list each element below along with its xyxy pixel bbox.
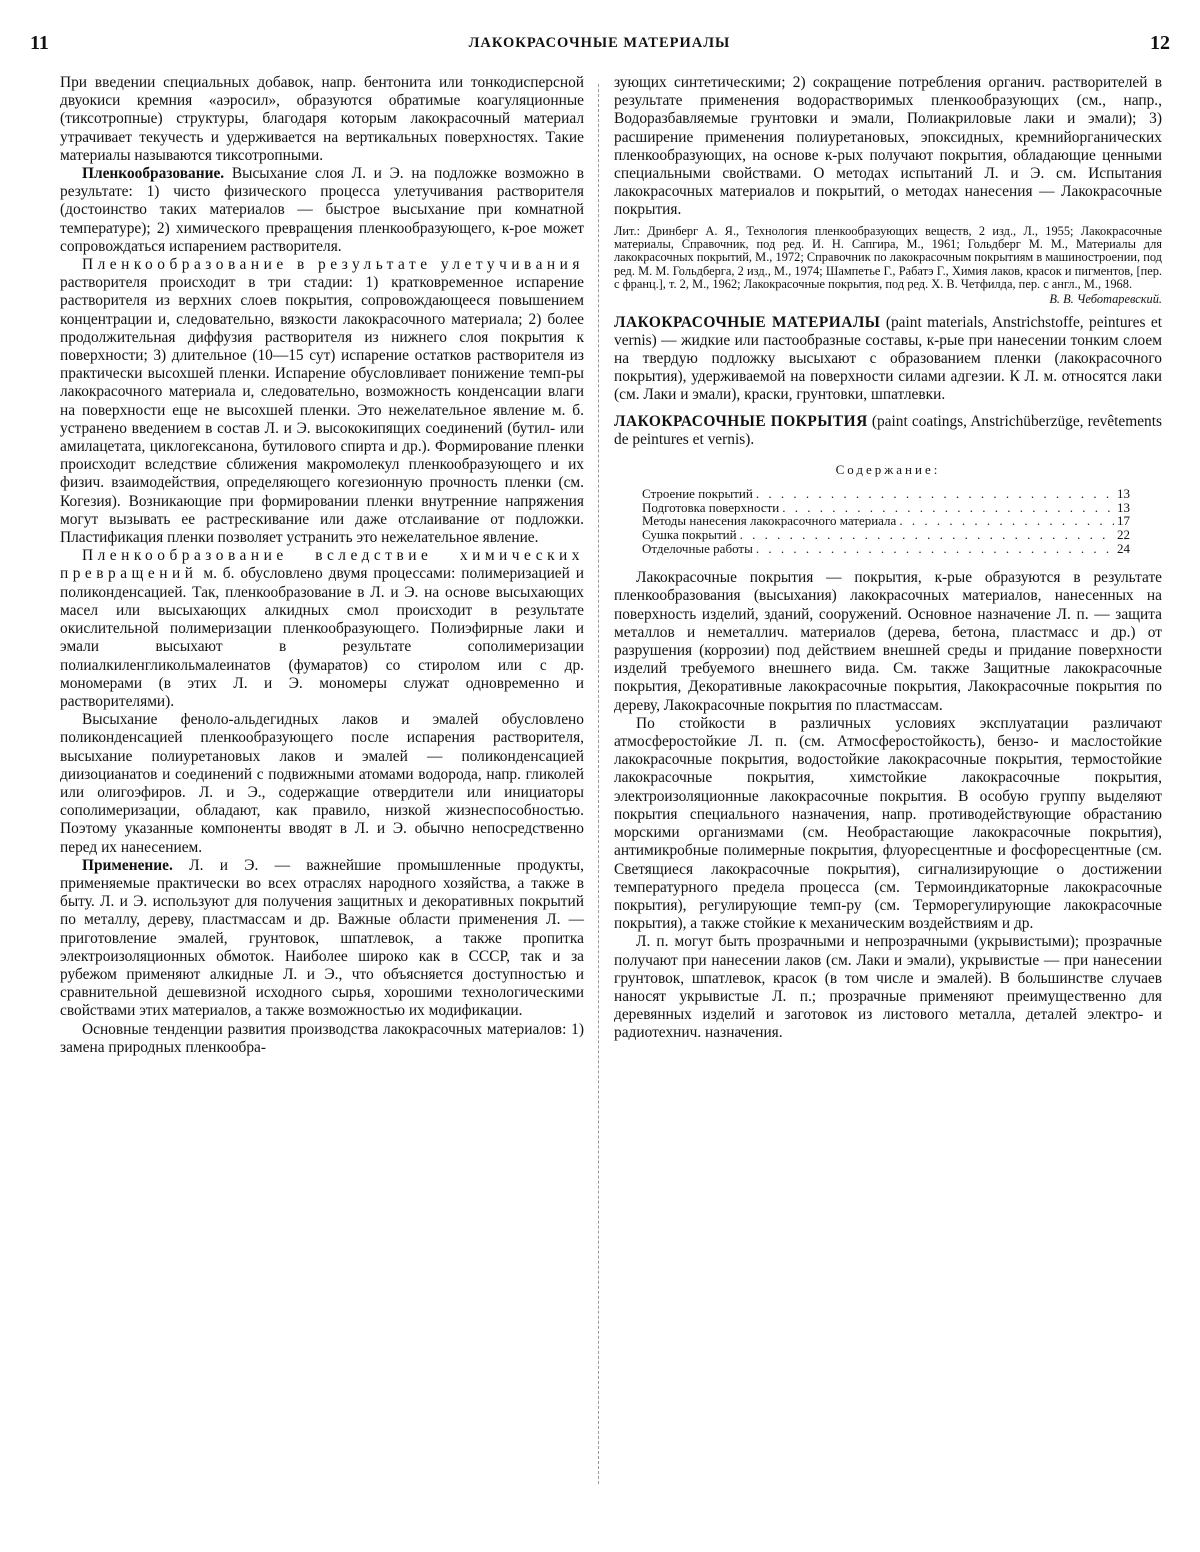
page-number-left: 11: [30, 31, 49, 54]
toc-page: 17: [1117, 513, 1130, 529]
toc-leader: [899, 514, 1114, 528]
literature-references: Лит.: Дринберг А. Я., Технология пленкообразующих веществ, 2 изд., Л., 1955; Лакокрасочные материалы, Справочник, под ред. И. Н. Сапгира, М., 1961; Гольдберг М. М., Материалы для лакокрасочных покрытий, М., 1972; Справочник по лакокрасочным покрытиям в машиностроении, под ред. М. М. Гольдберга, 2 изд., М., 1974; Шампетье Г., Рабатэ Г., Химия лаков, красок и пигментов, [пер. с франц.], т. 2, М., 1962; Лакокрасочные покрытия, под ред. Х. В. Четфилда, пер. с англ., М., 1968.: [614, 223, 1162, 292]
entry-title: ЛАКОКРАСОЧНЫЕ ПОКРЫТИЯ: [614, 412, 868, 430]
page-header: [30, 28, 1170, 58]
toc-row: [642, 542, 1130, 556]
toc-row: [642, 501, 1130, 515]
paragraph: Основные тенденции развития производства лакокрасочных материалов: 1) замена природных пленкообра-: [60, 1020, 584, 1056]
toc-row: [642, 514, 1130, 528]
paragraph: [60, 256, 584, 547]
paragraph-text: растворителя происходит в три стадии: 1) кратковременное испарение растворителя из верхних слоев покрытия, сопровождающееся повышением концентрации и, следовательно, вязкости лакокрасочного материала; 2) более продолжительная диффузия растворителя из нижнего слоя покрытия к поверхности; 3) длительное (10—15 сут) испарение остатков растворителя из практически высохшей пленки. Испарение обусловливает понижение темп-ры лакокрасочного материала и, следовательно, возможность конденсации влаги на поверхности еще не высохшей пленки. Это нежелательное явление м. б. устранено введением в состав Л. и Э. высококипящих соединений (бутил- или амилацетата, циклогексанона, бутилового спирта и др.). Формирование пленки происходит вследствие сближения макромолекул пленкообразующего и их физич. взаимодействия, определяющего когезионную прочность пленки (см. Когезия). Возникающие при формировании пленки внутренние напряжения могут вызывать ее растрескивание или даже отслаивание от подложки. Пластификация пленки позволяет устранить это нежелательное явление.: [60, 274, 584, 547]
dictionary-entry: [614, 413, 1162, 449]
entry-title: ЛАКОКРАСОЧНЫЕ МАТЕРИАЛЫ: [614, 313, 881, 331]
paragraph: По стойкости в различных условиях эксплуатации различают атмосферостойкие Л. п. (см. Атмосферостойкость), бензо- и маслостойкие лакокрасочные покрытия, водостойкие лакокрасочные покрытия, термостойкие лакокрасочные покрытия, химстойкие лакокрасочные покрытия, электроизоляционные лакокрасочные покрытия. В особую группу выделяют покрытия специального назначения, напр. противодействующие обрастанию морскими организмами (см. Необрастающие лакокрасочные покрытия), антимикробные полимерные покрытия, флуоресцентные и фосфоресцентные (см. Светящиеся лакокрасочные покрытия), сигнализирующие о достижении температурного предела процесса (см. Термоиндикаторные лакокрасочные покрытия), регулирующие темп-ру (см. Терморегулирующие лакокрасочные покрытия), а также стойкие к механическим воздействиям и др.: [614, 714, 1162, 933]
section-heading: Применение.: [82, 856, 173, 874]
toc-leader: [740, 528, 1114, 542]
toc-row: [642, 528, 1130, 542]
toc-page: 22: [1117, 527, 1130, 543]
paragraph: [60, 857, 584, 1021]
table-of-contents: [642, 487, 1130, 555]
toc-label: Подготовка поверхности: [642, 499, 780, 515]
toc-page: 24: [1117, 540, 1130, 556]
paragraph: [60, 547, 584, 711]
paragraph-text: Высыхание слоя Л. и Э. на подложке возможно в результате: 1) чисто физического процесса улетучивания растворителя (достоинство таких материалов — быстрое высыхание при комнатной температуре); 2) химического превращения пленкообразующего, к-рое может сопровождаться испарением растворителя.: [60, 165, 584, 255]
subsection-heading: Пленкообразование в результате улетучивания: [82, 256, 584, 274]
toc-leader: [756, 542, 1114, 556]
entry-text: (paint materials, Anstrichstoffe, peintures et vernis) — жидкие или пастообразные составы, к-рые при нанесении тонким слоем на твердую подложку высыхают с образованием пленки (лакокрасочного покрытия), удерживаемой на поверхности силами адгезии. К Л. м. относятся лаки (см. Лаки и эмали), краски, грунтовки, шпатлевки.: [614, 313, 1162, 404]
article-author: В. В. Чеботаревский.: [1049, 291, 1162, 306]
toc-label: Методы нанесения лакокрасочного материала: [642, 513, 897, 529]
dictionary-entry: [614, 314, 1162, 405]
entry-text: (paint coatings, Anstrichüberzüge, revêtements de peintures et vernis).: [614, 412, 1162, 448]
paragraph: При введении специальных добавок, напр. бентонита или тонкодисперсной двуокиси кремния «аэросил», образуются обратимые коагуляционные (тиксотропные) структуры, благодаря которым лакокрасочный материал утрачивает текучесть и удерживается на вертикальных поверхностях. Такие материалы называются тиксотропными.: [60, 74, 584, 164]
section-heading: Пленкообразование.: [82, 165, 225, 183]
running-title: ЛАКОКРАСОЧНЫЕ МАТЕРИАЛЫ: [468, 34, 731, 51]
toc-row: [642, 487, 1130, 501]
left-column: [60, 74, 584, 1057]
column-divider: [598, 84, 599, 1484]
toc-leader: [756, 487, 1114, 501]
paragraph: Высыхание феноло-альдегидных лаков и эмалей обусловлено поликонденсацией пленкообразующего после испарения растворителя, высыхание полиуретановых лаков и эмалей — поликонденсацией диизоцианатов и соединений с подвижными атомами водорода, напр. гликолей или олигоэфиров. Л. и Э., содержащие отвердители или инициаторы сополимеризации, обладают, как правило, низкой жизнеспособностью. Поэтому указанные компоненты вводят в Л. и Э. обычно непосредственно перед их нанесением.: [60, 711, 584, 856]
toc-label: Отделочные работы: [642, 540, 753, 556]
right-column: [614, 74, 1162, 1043]
page-number-right: 12: [1149, 31, 1170, 54]
toc-label: Сушка покрытий: [642, 527, 737, 543]
toc-label: Строение покрытий: [642, 486, 753, 502]
paragraph: зующих синтетическими; 2) сокращение потребления органич. растворителей в результате применения водорастворимых пленкообразующих (см., напр., Водоразбавляемые грунтовки и эмали, Полиакриловые лаки и эмали); 3) расширение применения полиуретановых, эпоксидных, кремнийорганических пленкообразующих, на основе к-рых получают покрытия, обладающие ценными специальными свойствами. О методах испытаний Л. и Э. см. Испытания лакокрасочных материалов и покрытий, о методах нанесения — Лакокрасочные покрытия.: [614, 74, 1162, 219]
paragraph: Л. п. могут быть прозрачными и непрозрачными (укрывистыми); прозрачные получают при нанесении лаков (см. Лаки и эмали), укрывистые — при нанесении грунтовок, шпатлевок, красок (в том числе и эмалей). В большинстве случаев наносят укрывистые Л. п.; прозрачные применяют преимущественно для деревянных изделий и заготовок из листового металла, деталей электро- и радиотехнич. назначения.: [614, 933, 1162, 1042]
contents-heading: Содержание:: [835, 462, 941, 478]
paragraph-text: Л. и Э. — важнейшие промышленные продукты, применяемые практически во всех отраслях народного хозяйства, а также в быту. Л. и Э. используют для получения защитных и декоративных покрытий по металлу, дереву, пластмассам и др. Важные области применения Л. — приготовление эмалей, грунтовок, шпатлевок, а также пропитка электроизоляционных обмоток. Наиболее широко как в СССР, так и за рубежом применяют алкидные Л. и Э., что объясняется доступностью и сравнительной дешевизной исходного сырья, хорошими технологическими свойствами этих материалов, а также возможностью их модификации.: [60, 856, 584, 1020]
paragraph-text: м. б. обусловлено двумя процессами: полимеризацией и поликонденсацией. Так, пленкообразование в Л. и Э. на основе высыхающих масел или высыхающих алкидных смол происходит в результате окислительной полимеризации пленкообразующего. Полиэфирные лаки и эмали высыхают в результате сополимеризации полиалкиленгликольмалеинатов (фумаратов) со стиролом или с др. мономерами (в этих Л. и Э. мономеры служат одновременно и растворителями).: [60, 565, 584, 710]
toc-page: 13: [1117, 499, 1130, 515]
toc-page: 13: [1117, 486, 1130, 502]
toc-leader: [782, 501, 1114, 515]
paragraph: Лакокрасочные покрытия — покрытия, к-рые образуются в результате пленкообразования (высыхания) лакокрасочных материалов, нанесенных на поверхность изделий, зданий, сооружений. Основное назначение Л. п. — защита металлов и неметаллич. материалов (дерева, бетона, пластмасс и др.) от разрушения (коррозии) под действием внешней среды и придание поверхности изделий требуемого внешнего вида. См. также Защитные лакокрасочные покрытия, Декоративные лакокрасочные покрытия, Лакокрасочные покрытия по дереву, Лакокрасочные покрытия по пластмассам.: [614, 569, 1162, 714]
paragraph: [60, 165, 584, 256]
subsection-heading: Пленкообразование вследствие химических превращений: [60, 547, 584, 583]
